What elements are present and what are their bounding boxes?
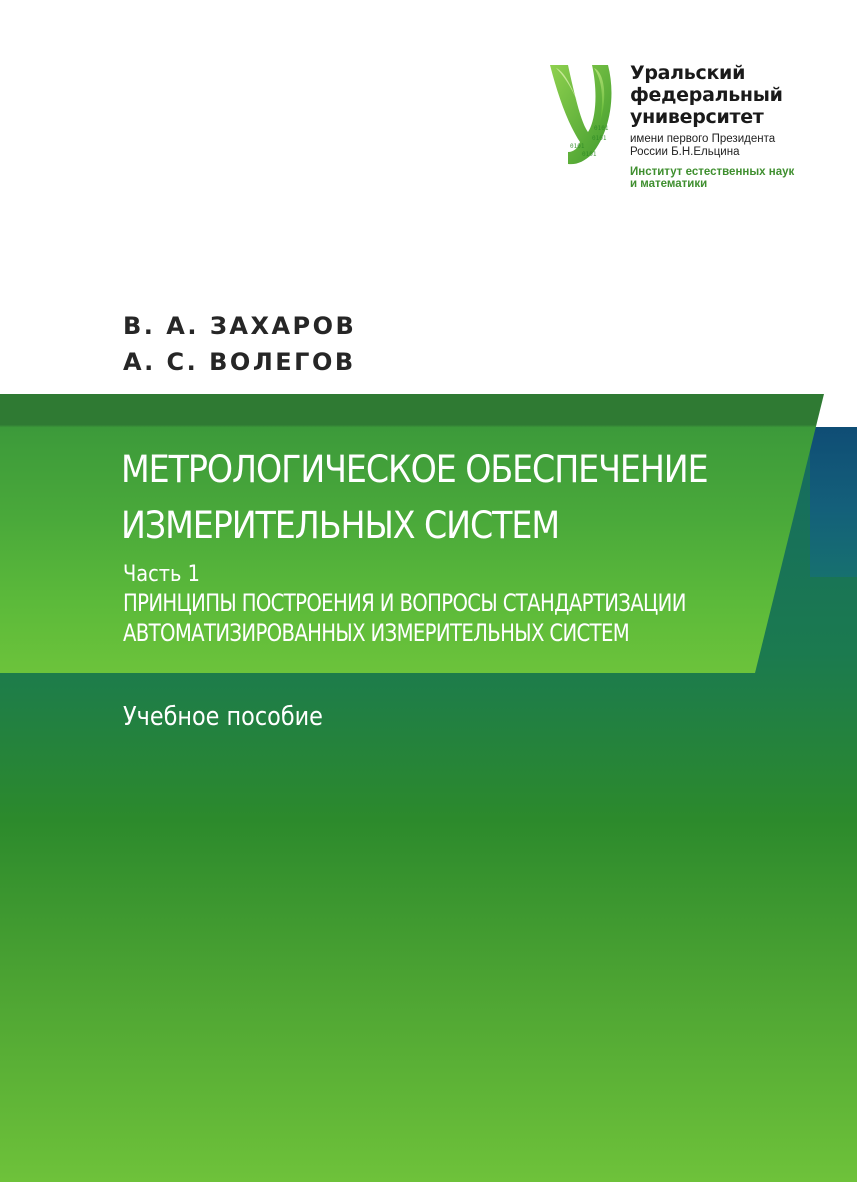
institute-name-line-1: Институт естественных наук	[630, 166, 795, 178]
university-subtitle-line-1: имени первого Президента	[630, 133, 776, 145]
svg-text:0101: 0101	[570, 143, 585, 150]
author-1: В. А. ЗАХАРОВ	[123, 312, 357, 340]
university-name-line-3: университет	[630, 106, 764, 128]
author-2: А. С. ВОЛЕГОВ	[123, 348, 356, 376]
university-name-line-2: федеральный	[630, 84, 783, 106]
document-type: Учебное пособие	[123, 702, 323, 732]
title-line-2: ИЗМЕРИТЕЛЬНЫХ СИСТЕМ	[121, 504, 560, 547]
logo-text-block	[630, 62, 830, 190]
subtitle-line-1: ПРИНЦИПЫ ПОСТРОЕНИЯ И ВОПРОСЫ СТАНДАРТИЗАЦИИ	[123, 589, 686, 617]
svg-text:0101: 0101	[592, 135, 607, 142]
svg-text:0101: 0101	[582, 151, 597, 158]
subtitle-line-2: АВТОМАТИЗИРОВАННЫХ ИЗМЕРИТЕЛЬНЫХ СИСТЕМ	[123, 619, 630, 647]
book-title	[121, 442, 821, 554]
svg-text:0101: 0101	[594, 125, 609, 132]
book-subtitle	[123, 562, 803, 648]
institute-name-line-2: и математики	[630, 178, 708, 190]
title-line-1: МЕТРОЛОГИЧЕСКОЕ ОБЕСПЕЧЕНИЕ	[121, 448, 708, 491]
authors	[123, 308, 356, 380]
part-label: Часть 1	[123, 562, 200, 587]
university-name-line-1: Уральский	[630, 62, 746, 84]
university-logo	[548, 62, 828, 202]
urfu-u-logo-icon	[548, 62, 624, 166]
university-subtitle-line-2: России Б.Н.Ельцина	[630, 146, 740, 158]
